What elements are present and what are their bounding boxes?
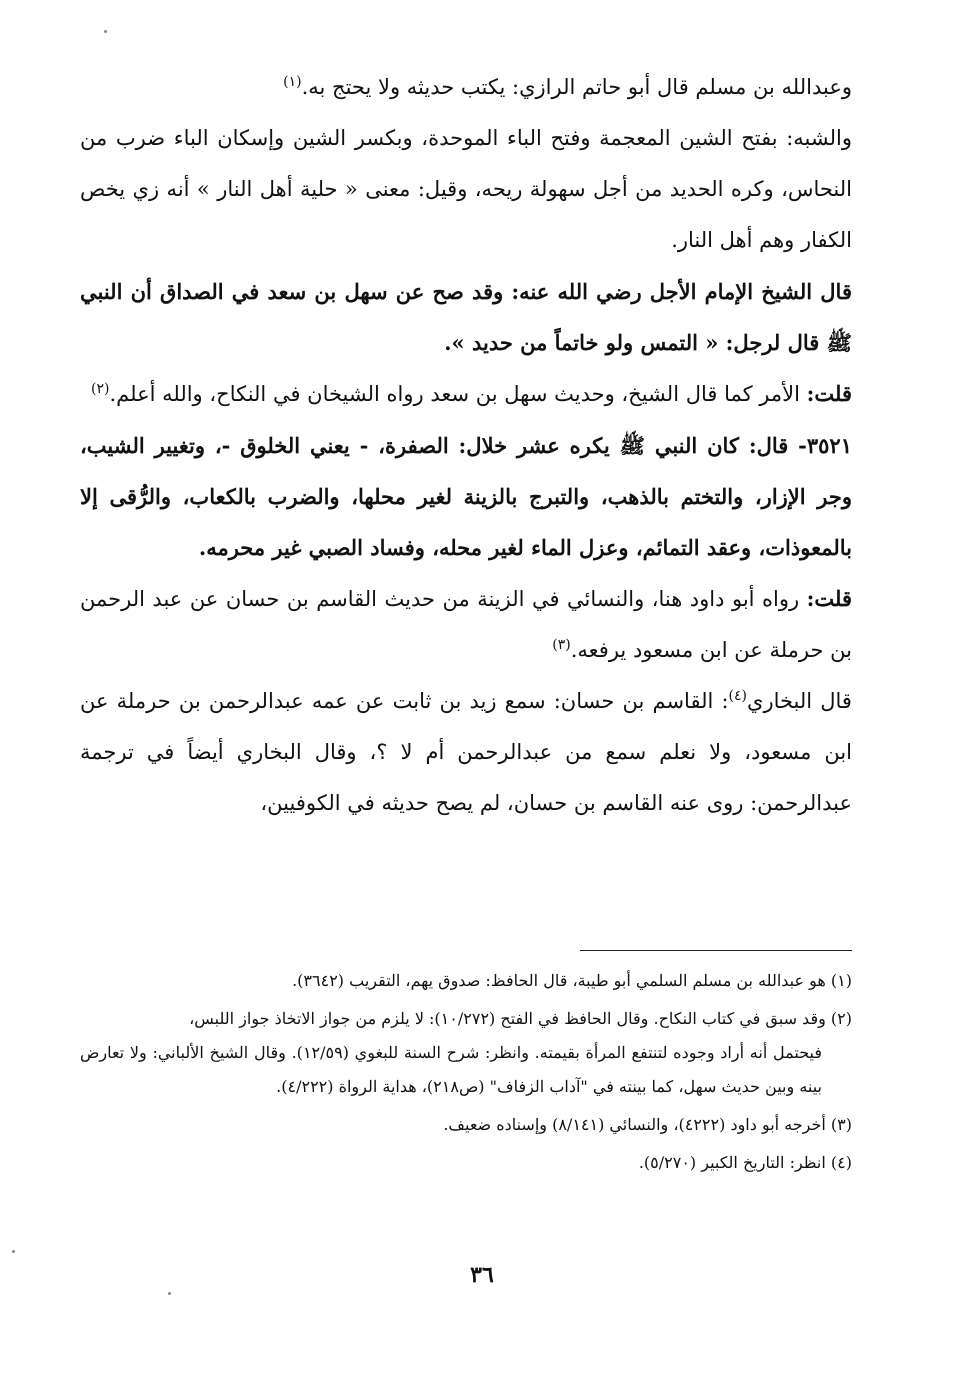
paragraph-lead: قلت: (806, 381, 852, 406)
paragraph-text: ٣٥٢١- قال: كان النبي ﷺ يكره عشر خلال: الصفرة، - يعني الخلوق -، وتغيير الشيب، وجر الإزار، والتختم بالذهب، والتبرج بالزينة لغير محلها، والضرب بالكعاب، والرُّقى إلا بالمعوذات، وعقد التمائم، وعزل الماء لغير محله، وفساد الصبي غير محرمه. (80, 433, 852, 560)
main-text (80, 62, 852, 829)
paragraph-lead: قلت: (806, 586, 852, 611)
paragraph-1 (80, 62, 852, 113)
paragraph-text: قال الشيخ الإمام الأجل رضي الله عنه: وقد صح عن سهل بن سعد في الصداق أن النبي ﷺ قال لرجل: « التمس ولو خاتماً من حديد ». (80, 279, 852, 355)
paragraph-5 (80, 420, 852, 573)
paragraph-text: رواه أبو داود هنا، والنسائي في الزينة من حديث القاسم بن حسان عن عبد الرحمن بن حرملة عن ابن مسعود يرفعه. (80, 587, 852, 662)
paragraph-text: : القاسم بن حسان: سمع زيد بن ثابت عن عمه عبدالرحمن بن حرملة عن ابن مسعود، ولا نعلم سمع من عبدالرحمن أم لا ؟، وقال البخاري أيضاً في ترجمة عبدالرحمن: روى عنه القاسم بن حسان، لم يصح حديثه في الكوفيين، (80, 689, 852, 815)
footnote-separator (580, 950, 852, 951)
footnote-ref-4[interactable]: (٤) (728, 688, 748, 704)
paragraph-4 (80, 368, 852, 420)
paragraph-text: الأمر كما قال الشيخ، وحديث سهل بن سعد رواه الشيخان في النكاح، والله أعلم. (109, 382, 800, 406)
paragraph-2 (80, 113, 852, 266)
scan-speck (12, 1250, 15, 1253)
scan-speck (104, 30, 107, 33)
paragraph-6 (80, 573, 852, 676)
footnote-3: (٣) أخرجه أبو داود (٤٢٢٢)، والنسائي (٨/١٤١) وإسناده ضعيف. (443, 1115, 852, 1134)
footnote-2: (٢) وقد سبق في كتاب النكاح. وقال الحافظ في الفتح (١٠/٢٧٢): لا يلزم من جواز الاتخاذ جواز اللبس، (189, 1009, 852, 1028)
footnote-ref-3[interactable]: (٣) (552, 637, 571, 653)
footnote-ref-2[interactable]: (٢) (91, 381, 110, 397)
page-number: ٣٦ (470, 1262, 494, 1288)
paragraph-text: قال البخاري (747, 689, 852, 713)
paragraph-text: والشبه: بفتح الشين المعجمة وفتح الباء الموحدة، وبكسر الشين وإسكان الباء ضرب من النحاس، وكره الحديد من أجل سهولة ريحه، وقيل: معنى « حلية أهل النار » أنه زي يخص الكفار وهم أهل النار. (80, 126, 852, 252)
paragraph-text: وعبدالله بن مسلم قال أبو حاتم الرازي: يكتب حديثه ولا يحتج به. (301, 75, 852, 99)
footnote-ref-1[interactable]: (١) (283, 74, 302, 90)
paragraph-7 (80, 676, 852, 829)
footnote-2-continued: فيحتمل أنه أراد وجوده لتنتفع المرأة بقيمته. وانظر: شرح السنة للبغوي (١٢/٥٩). وقال الشيخ الألباني: ولا تعارض بينه وبين حديث سهل، كما بينته في "آداب الزفاف" (ص٢١٨)، هداية الرواة (٤/٢٢٢). (80, 1043, 822, 1096)
footnote-4: (٤) انظر: التاريخ الكبير (٥/٢٧٠). (638, 1153, 852, 1172)
paragraph-3 (80, 266, 852, 368)
scan-speck (168, 1292, 171, 1295)
footnotes (80, 964, 852, 1184)
footnote-1: (١) هو عبدالله بن مسلم السلمي أبو طيبة، قال الحافظ: صدوق يهم، التقريب (٣٦٤٢). (292, 971, 852, 990)
